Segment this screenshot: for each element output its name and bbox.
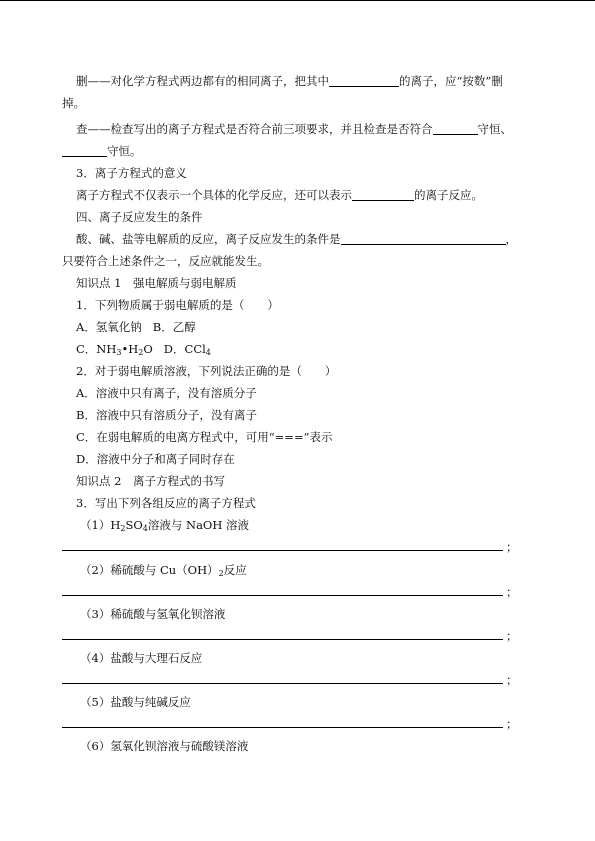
question-2-option-c-text: C．在弱电解质的电离方程式中，可用“===”表示 [76, 430, 333, 444]
part-2-text-b: 反应 [223, 563, 247, 577]
answer-underline [62, 595, 503, 596]
part-1-text-a: （1）H [80, 518, 121, 532]
check-step-line [62, 118, 532, 140]
delete-step-text-3: 掉。 [62, 96, 85, 110]
part-4-text: （4）盐酸与大理石反应 [80, 651, 203, 665]
worksheet-page [62, 70, 532, 757]
delete-step-line [62, 70, 532, 92]
check-step-text-2: 守恒、 [477, 122, 512, 136]
answer-semicolon: ； [506, 717, 518, 731]
question-2-option-d[interactable] [62, 448, 532, 470]
section-4-text-c: 只要符合上述条件之一，反应就能发生。 [62, 254, 269, 268]
question-3-part-5 [62, 691, 532, 713]
question-2-option-b[interactable] [62, 404, 532, 426]
question-2-option-c[interactable] [62, 426, 532, 448]
knowledge-point-1 [62, 272, 532, 294]
knowledge-point-1-title: 知识点 1 强电解质与弱电解质 [76, 276, 237, 290]
answer-underline [62, 639, 503, 640]
answer-underline [62, 683, 503, 684]
section-3-title-text: 3．离子方程式的意义 [76, 166, 187, 180]
section-4-text [62, 228, 532, 250]
check-step-text-3: 守恒。 [107, 144, 142, 158]
answer-underline [62, 727, 503, 728]
question-2-option-a-text: A．溶液中只有离子，没有溶质分子 [76, 386, 257, 400]
question-2-option-b-text: B．溶液中只有溶质分子，没有离子 [76, 408, 257, 422]
part-2-text-a: （2）稀硫酸与 Cu（OH） [80, 563, 219, 577]
check-step-blank-1[interactable] [433, 121, 478, 135]
part-2-sub: 2 [218, 569, 224, 578]
question-1-option-d[interactable]: D．CCl$_4$ [163, 342, 211, 357]
question-1-options-ab [62, 316, 532, 338]
delete-step-text-2: 的离子，应“按数”删 [399, 74, 503, 88]
answer-semicolon: ； [506, 540, 518, 554]
part-1-text-c: 溶液与 NaOH 溶液 [147, 518, 250, 532]
delete-step-cont [62, 92, 532, 114]
section-3-blank[interactable] [352, 187, 414, 201]
delete-step-text: 删——对化学方程式两边都有的相同离子，把其中 [76, 74, 329, 88]
section-4-title [62, 206, 532, 228]
answer-line-1[interactable] [62, 536, 532, 558]
section-3-text-b: 的离子反应。 [414, 188, 483, 202]
part-1-text-b: SO [125, 518, 143, 532]
question-2-option-d-text: D．溶液中分子和离子同时存在 [76, 452, 235, 466]
answer-underline [62, 550, 503, 551]
question-3-part-2 [62, 559, 532, 581]
answer-line-3[interactable] [62, 625, 532, 647]
part-3-text: （3）稀硫酸与氢氧化钡溶液 [80, 607, 226, 621]
question-2-stem [62, 360, 532, 382]
question-1-option-a[interactable]: A．氢氧化钠 [76, 320, 142, 334]
section-3-text-a: 离子方程式不仅表示一个具体的化学反应，还可以表示 [76, 188, 352, 202]
answer-line-4[interactable] [62, 669, 532, 691]
check-step-text: 查——检查写出的离子方程式是否符合前三项要求，并且检查是否符合 [76, 122, 433, 136]
top-border-line [0, 0, 595, 1]
answer-line-2[interactable] [62, 581, 532, 603]
question-1-option-b[interactable]: B．乙醇 [152, 320, 196, 334]
section-4-text-cont [62, 250, 532, 272]
delete-step-blank[interactable] [329, 73, 399, 87]
check-step-blank-2[interactable] [62, 143, 107, 157]
part-6-text: （6）氢氧化钡溶液与硫酸镁溶液 [80, 739, 249, 753]
section-4-text-a: 酸、碱、盐等电解质的反应，离子反应发生的条件是 [76, 232, 341, 246]
answer-semicolon: ； [506, 585, 518, 599]
section-3-title [62, 162, 532, 184]
question-3-part-6 [62, 735, 532, 757]
question-3-stem-text: 3．写出下列各组反应的离子方程式 [76, 496, 256, 510]
part-1-sub-2: 4 [142, 524, 148, 533]
check-step-cont [62, 140, 532, 162]
question-3-part-4 [62, 647, 532, 669]
answer-line-5[interactable] [62, 713, 532, 735]
knowledge-point-2 [62, 470, 532, 492]
part-1-sub-1: 2 [120, 524, 126, 533]
question-1-stem-text: 1．下列物质属于弱电解质的是（ ） [76, 298, 279, 312]
answer-semicolon: ； [506, 673, 518, 687]
question-1-option-c[interactable]: C．$NH_3•H_2O$ [76, 342, 153, 357]
question-3-stem [62, 492, 532, 514]
answer-semicolon: ； [506, 629, 518, 643]
question-3-part-1 [62, 514, 532, 536]
section-3-text [62, 184, 532, 206]
question-2-option-a[interactable] [62, 382, 532, 404]
question-1-options-cd [62, 338, 532, 360]
question-3-part-3 [62, 603, 532, 625]
knowledge-point-2-title: 知识点 2 离子方程式的书写 [76, 474, 225, 488]
section-4-blank[interactable] [341, 231, 506, 245]
question-1-stem [62, 294, 532, 316]
question-2-stem-text: 2．对于弱电解质溶液，下列说法正确的是（ ） [76, 364, 337, 378]
part-5-text: （5）盐酸与纯碱反应 [80, 695, 191, 709]
section-4-text-b: ， [505, 232, 517, 246]
section-4-title-text: 四、离子反应发生的条件 [76, 210, 203, 224]
